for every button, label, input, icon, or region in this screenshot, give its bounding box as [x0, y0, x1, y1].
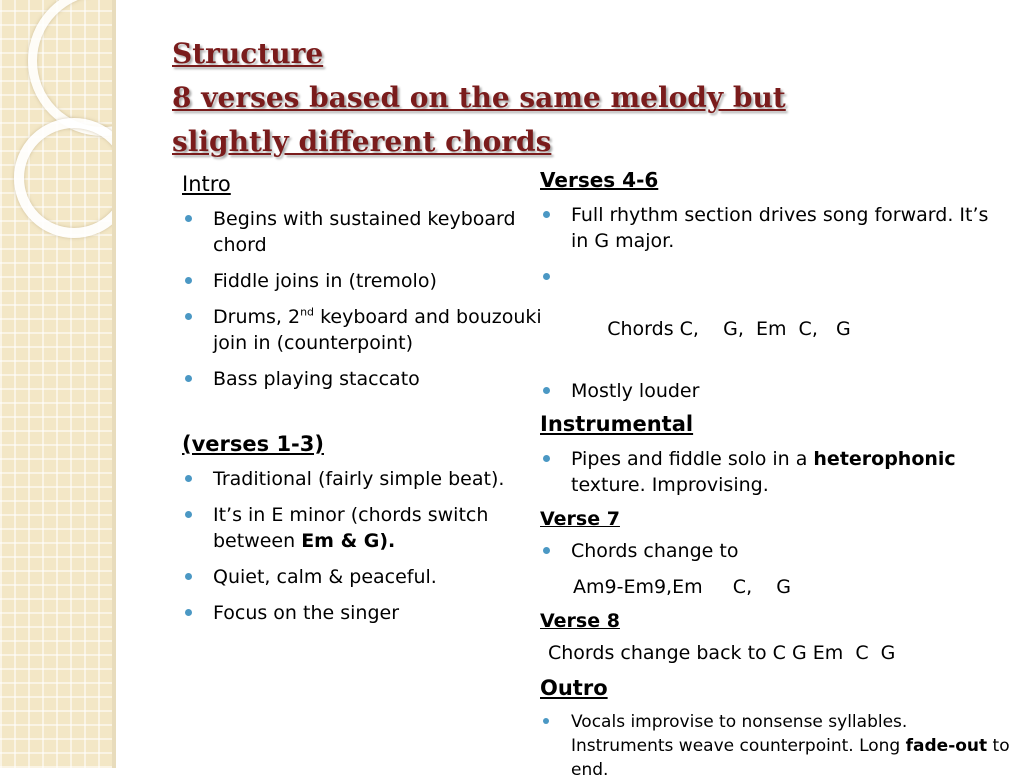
list-item	[182, 366, 542, 392]
list-item-text: Bass playing staccato	[213, 368, 420, 390]
list-item	[182, 304, 542, 356]
right-column	[540, 168, 1010, 782]
slide-title	[172, 32, 932, 164]
list-item-text: Fiddle joins in (tremolo)	[213, 270, 437, 292]
bullet-dot-icon	[543, 211, 550, 218]
verses-4-6-heading: Verses 4-6	[540, 168, 659, 192]
list-item-text: Chords change to	[571, 540, 739, 562]
intro-heading: Intro	[182, 172, 231, 196]
list-item	[540, 538, 1010, 564]
list-item	[182, 268, 542, 294]
verse-8-heading: Verse 8	[540, 610, 620, 632]
bullet-dot-icon	[185, 573, 192, 580]
decorative-sidebar	[0, 0, 112, 768]
list-item-text: Quiet, calm & peaceful.	[213, 566, 437, 588]
bullet-dot-icon	[185, 511, 192, 518]
bullet-dot-icon	[185, 609, 192, 616]
bullet-dot-icon	[185, 313, 192, 320]
list-item-text: Vocals improvise to nonsense syllables. Instruments weave counterpoint. Long fade-out to end.	[571, 712, 1010, 780]
sidebar-divider	[112, 0, 116, 768]
title-line-3: slightly different chords	[172, 125, 552, 158]
list-item-text: Focus on the singer	[213, 602, 400, 624]
list-item-text: Begins with sustained keyboard chord	[213, 208, 516, 256]
bullet-dot-icon	[185, 215, 192, 222]
bullet-dot-icon	[543, 455, 550, 462]
list-item-text: Pipes and fiddle solo in a heterophonic texture. Improvising.	[571, 448, 956, 496]
bullet-dot-icon	[543, 387, 550, 394]
instrumental-list	[540, 446, 1010, 498]
list-item	[182, 564, 542, 590]
list-item	[540, 202, 1010, 254]
decorative-ring	[28, 0, 112, 136]
verse-7-list	[540, 538, 1010, 564]
list-item-text: Full rhythm section drives song forward. It’s in G major.	[571, 204, 989, 252]
decorative-ring	[14, 118, 112, 238]
list-item-text: It’s in E minor (chords switch between Em & G).	[213, 504, 489, 552]
list-item	[540, 264, 1010, 368]
list-item-text: Chords C, G, Em C, G	[607, 318, 851, 340]
outro-list	[540, 710, 1010, 782]
verses-1-3-list	[182, 466, 542, 626]
list-item	[540, 446, 1010, 498]
list-item-text: Traditional (fairly simple beat).	[213, 468, 505, 490]
bullet-dot-icon	[543, 547, 550, 554]
bullet-dot-icon	[543, 273, 550, 280]
list-item-text: Drums, 2nd keyboard and bouzouki join in (counterpoint)	[213, 305, 542, 354]
list-item	[540, 710, 1010, 782]
list-item-text: Mostly louder	[571, 380, 700, 402]
bullet-dot-icon	[543, 718, 549, 724]
left-column	[182, 172, 542, 626]
list-item	[540, 378, 1010, 404]
title-line-2: 8 verses based on the same melody but	[172, 81, 786, 114]
instrumental-heading: Instrumental	[540, 412, 694, 436]
list-item	[182, 466, 542, 492]
bullet-dot-icon	[185, 375, 192, 382]
bullet-dot-icon	[185, 475, 192, 482]
list-item	[182, 600, 542, 626]
list-item	[182, 502, 542, 554]
verse-7-chords: Am9-Em9,Em C, G	[573, 576, 791, 598]
verse-8-chords: Chords change back to C G Em C G	[548, 642, 896, 664]
verses-4-6-list	[540, 202, 1010, 404]
verses-1-3-heading: (verses 1-3)	[182, 432, 324, 456]
intro-list	[182, 206, 542, 392]
outro-heading: Outro	[540, 676, 608, 700]
bullet-dot-icon	[185, 277, 192, 284]
title-line-1: Structure	[172, 37, 324, 70]
verse-7-heading: Verse 7	[540, 508, 620, 530]
list-item	[182, 206, 542, 258]
